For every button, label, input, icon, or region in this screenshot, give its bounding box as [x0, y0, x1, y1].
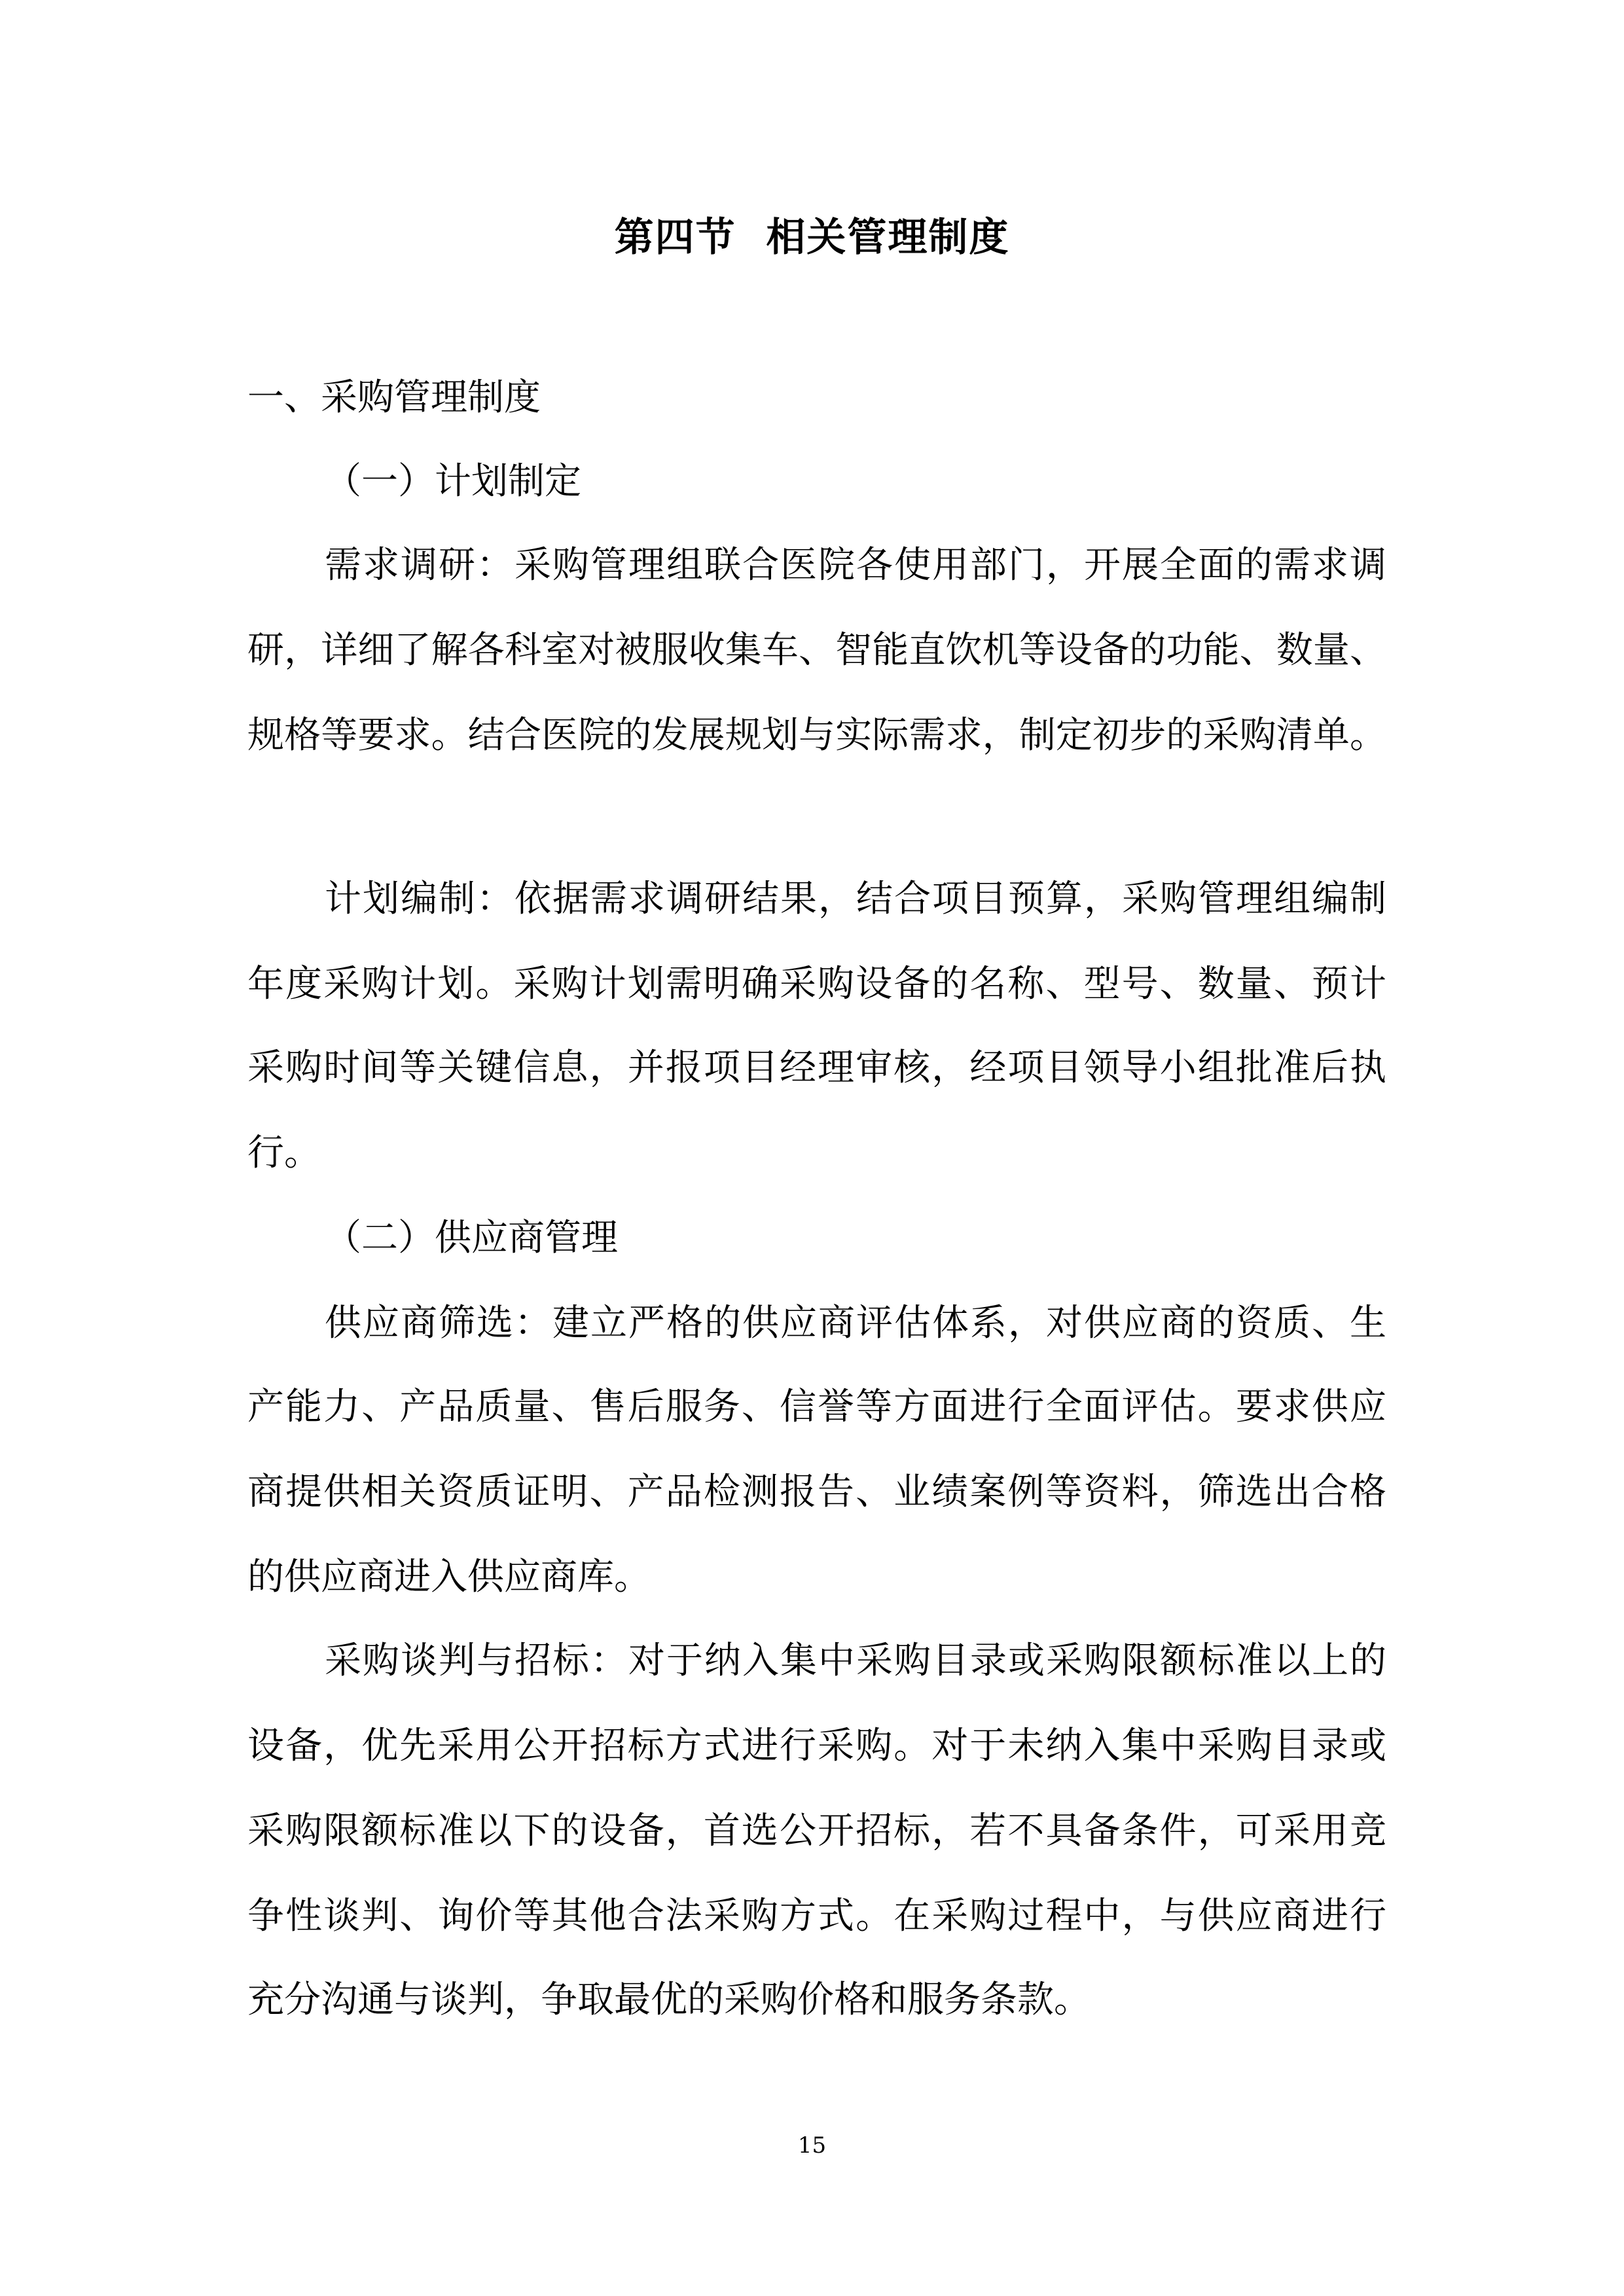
paragraph-line: 设备，优先采用公开招标方式进行采购。对于未纳入集中采购目录或	[247, 1725, 1386, 1767]
subheading-plan-formulation: （一）计划制定	[325, 460, 581, 503]
paragraph-line: 商提供相关资质证明、产品检测报告、业绩案例等资料，筛选出合格	[247, 1471, 1386, 1513]
heading-procurement-management: 一、采购管理制度	[247, 376, 541, 419]
page-number: 15	[797, 2132, 827, 2159]
paragraph-line: 计划编制：依据需求调研结果，结合项目预算，采购管理组编制	[325, 878, 1386, 920]
section-title: 第四节 相关管理制度	[614, 215, 1010, 260]
paragraph-line: 争性谈判、询价等其他合法采购方式。在采购过程中，与供应商进行	[247, 1895, 1386, 1937]
paragraph-line: 需求调研：采购管理组联合医院各使用部门，开展全面的需求调	[325, 544, 1386, 586]
subheading-supplier-management: （二）供应商管理	[325, 1217, 618, 1259]
paragraph-line: 研，详细了解各科室对被服收集车、智能直饮机等设备的功能、数量、	[247, 629, 1386, 672]
paragraph-line: 的供应商进入供应商库。	[247, 1556, 651, 1598]
paragraph-line: 充分沟通与谈判，争取最优的采购价格和服务条款。	[247, 1979, 1091, 2021]
paragraph-line: 供应商筛选：建立严格的供应商评估体系，对供应商的资质、生	[325, 1302, 1386, 1344]
paragraph-line: 采购时间等关键信息，并报项目经理审核，经项目领导小组批准后执	[247, 1047, 1386, 1089]
paragraph-line: 采购谈判与招标：对于纳入集中采购目录或采购限额标准以上的	[325, 1640, 1386, 1682]
paragraph-line: 行。	[247, 1132, 321, 1174]
paragraph-line: 采购限额标准以下的设备，首选公开招标，若不具备条件，可采用竞	[247, 1810, 1386, 1852]
paragraph-line: 规格等要求。结合医院的发展规划与实际需求，制定初步的采购清单。	[247, 714, 1386, 757]
paragraph-line: 年度采购计划。采购计划需明确采购设备的名称、型号、数量、预计	[247, 963, 1386, 1005]
paragraph-line: 产能力、产品质量、售后服务、信誉等方面进行全面评估。要求供应	[247, 1386, 1386, 1428]
